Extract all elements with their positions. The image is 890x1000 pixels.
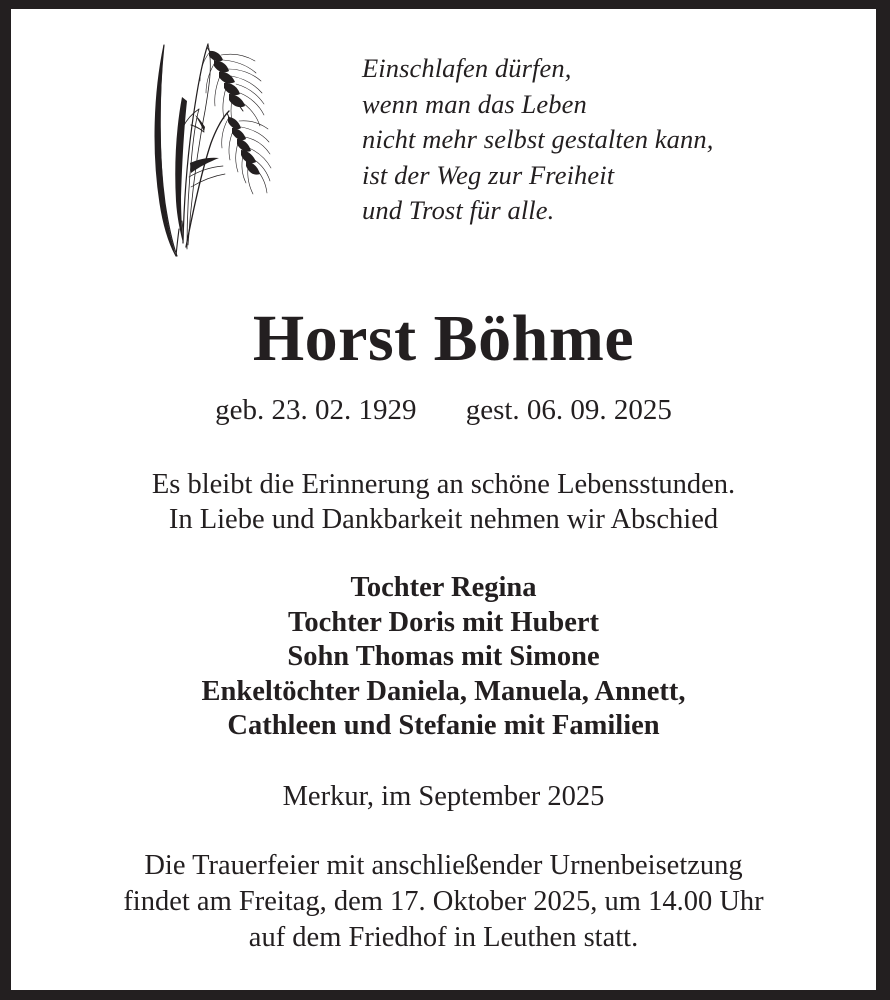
survivors-list [11,571,876,744]
memorial-message [11,467,876,537]
poem-line-1: Einschlafen dürfen, [362,53,572,83]
arrangement-line-2: findet am Freitag, dem 17. Oktober 2025, um 14.00 Uhr [123,885,764,917]
memorial-line-2: In Liebe und Dankbarkeit nehmen wir Abschied [168,504,719,535]
survivor-line-1: Tochter Regina [350,572,537,603]
birth-date: geb. 23. 02. 1929 [215,394,417,426]
arrangement-line-1: Die Trauerfeier mit anschließender Urnenbeisetzung [144,849,743,881]
wheat-grass-icon [143,31,273,261]
survivor-line-2: Tochter Doris mit Hubert [287,606,600,638]
death-notice-inner [11,9,876,990]
poem-line-3: nicht mehr selbst gestalten kann, [362,124,714,154]
poem-line-4: ist der Weg zur Freiheit [362,159,615,190]
memorial-line-1: Es bleibt die Erinnerung an schöne Lebensstunden. [151,469,736,500]
header-area [11,9,876,259]
poem-line-5: und Trost für alle. [362,195,555,225]
memorial-poem [362,51,713,229]
funeral-arrangements [11,848,876,956]
survivor-line-5: Cathleen und Stefanie mit Familien [227,710,660,741]
survivor-line-3: Sohn Thomas mit Simone [287,641,600,672]
deceased-name: Horst Böhme [252,302,635,375]
life-dates [11,393,876,427]
death-date: gest. 06. 09. 2025 [465,394,672,426]
place-and-date: Merkur, im September 2025 [282,780,605,812]
poem-line-2: wenn man das Leben [362,88,587,119]
arrangement-line-3: auf dem Friedhof in Leuthen statt. [248,921,639,953]
survivor-line-4: Enkeltöchter Daniela, Manuela, Annett, [201,675,686,707]
